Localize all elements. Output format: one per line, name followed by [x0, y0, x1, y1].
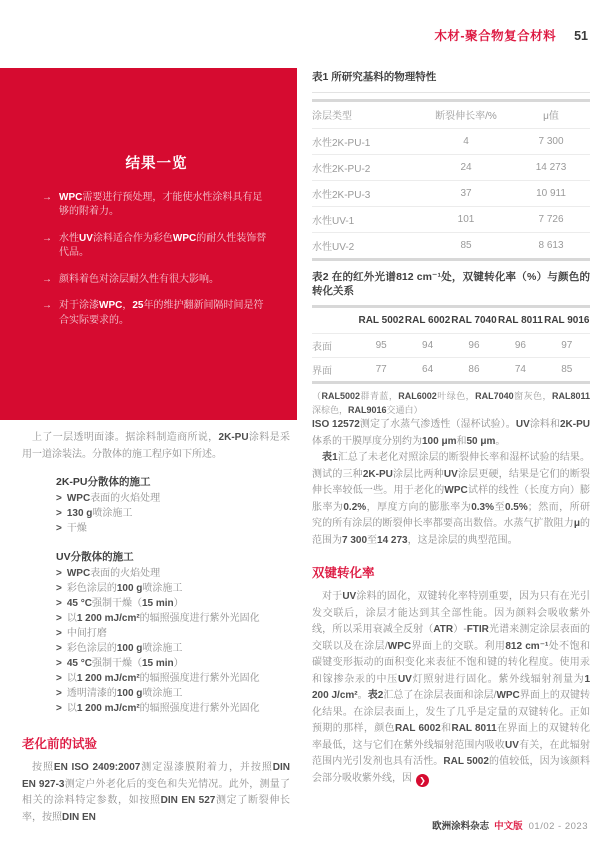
step-marker: >	[56, 493, 62, 504]
table1-row: 水性2K-PU-2 24 14 273	[312, 154, 590, 180]
table1	[312, 99, 590, 261]
step-marker: >	[56, 508, 62, 519]
col-header: RAL 5002	[358, 315, 404, 327]
issue-label: 01/02 - 2023	[528, 821, 588, 832]
procedure-step: > 45 °C强制干燥（15 min）	[56, 598, 184, 609]
procedure-step: > WPC表面的火焰处理	[56, 493, 161, 504]
page-header	[0, 26, 588, 45]
procedure-block-2kpu	[56, 475, 290, 536]
procedure-step: > 以1 200 mJ/cm²的辐照强度进行紫外光固化	[56, 703, 260, 714]
step-marker: >	[56, 628, 62, 639]
col-header: μ值	[543, 111, 559, 123]
procedure-step: > 彩色涂层的100 g喷涂施工	[56, 643, 183, 654]
procedure-step: > 45 °C强制干燥（15 min）	[56, 658, 184, 669]
step-marker: >	[56, 613, 62, 624]
table1-summary-paragraph: 表1汇总了未老化对照涂层的断裂伸长率和湿杯试验的结果。测试的三种2K-PU涂层比两种UV涂层更硬，结果是它们的断裂伸长率较低一些。用于老化的WPC试样的线性（长度方向）膨胀率为0.2%，厚度方向的膨胀率为0.3%至0.5%；然而，所研究的所有涂层的断裂伸长率都要高出数倍。水蒸气扩散阻力μ的范围为7 300至14 273，这是涂层的典型范围。	[312, 452, 591, 546]
step-marker: >	[56, 568, 62, 579]
procedure-step: > 130 g喷涂施工	[56, 508, 133, 519]
intro-paragraph: 上了一层透明面漆。据涂料制造商所说，2K-PU涂料是采用一道涂装法。分散体的施工程序如下所述。	[22, 432, 291, 460]
section-heading-aging-tests: 老化前的试验	[22, 737, 98, 751]
step-marker: >	[56, 583, 62, 594]
permeability-paragraph: ISO 12572测定了水蒸气渗透性（湿杯试验）。UV涂料和2K-PU体系的干膜厚度分别约为100 μm和50 μm。	[312, 419, 591, 447]
col-header: RAL 6002	[404, 315, 451, 327]
procedure-step: > 干燥	[56, 523, 87, 534]
bullet-arrow-icon: →	[42, 273, 52, 285]
journal-name: 欧洲涂料杂志	[432, 821, 490, 832]
bullet-arrow-icon: →	[42, 232, 52, 244]
bullet-text: 对于涂漆WPC，25年的维护翻新间隔时间是符合实际要求的。	[59, 300, 264, 326]
step-marker: >	[56, 673, 62, 684]
continue-arrow-icon: ❯	[416, 774, 429, 787]
procedure-step: > WPC表面的火焰处理	[56, 568, 161, 579]
section-heading-double-bond: 双键转化率	[312, 566, 375, 581]
step-marker: >	[56, 523, 62, 534]
article-section-title: 木材-聚合物复合材料	[434, 29, 557, 43]
double-bond-paragraph: 对于UV涂料的固化，双键转化率特别重要，因为只有在光引发交联后，涂层才能达到其全部性能。因为颜料会吸收紫外线，所以采用衰减全反射（ATR）-FTIR光谱来测定涂层表面的交联以及在涂层/WPC界面上的交联。利用812 cm⁻¹处不饱和碳键变形振动的面积变化来表征不饱和键的转化程度。使用汞和镓掺杂汞的中压UV灯照射进行固化。紫外线辐射剂量为1 200 J/cm²。表2汇总了在涂层表面和涂层/WPC界面上的双键转化结果。在涂层表面上，发生了几乎是定量的双键转化。正如预期的那样，颜色RAL 6002和RAL 8011在界面上的双键转化率最低，这与它们在紫外线辐射范围内吸收UV有关，在此辐射范围内光引发剂也具有活性。RAL 5002的值较低，因为该颜料会部分吸收紫外线，因 ❯	[312, 591, 591, 785]
bullet-text: 颜料着色对涂层耐久性有很大影响。	[59, 273, 219, 285]
table2-header-row	[312, 308, 590, 333]
procedure-step: > 以1 200 mJ/cm²的辐照强度进行紫外光固化	[56, 673, 260, 684]
step-marker: >	[56, 643, 62, 654]
procedure-heading: 2K-PU分散体的施工	[56, 476, 151, 488]
result-bullet	[42, 191, 271, 220]
col-header: RAL 8011	[497, 315, 543, 327]
result-bullet	[42, 273, 271, 288]
procedure-step: > 透明清漆的100 g喷涂施工	[56, 688, 183, 699]
table1-caption: 表1 所研究基料的物理特性	[312, 70, 590, 93]
table1-row: 水性2K-PU-3 37 10 911	[312, 180, 590, 206]
table2	[312, 305, 590, 384]
bullet-text: 水性UV涂料适合作为彩色WPC的耐久性装饰替代品。	[59, 232, 267, 259]
edition-label: 中文版	[494, 821, 523, 832]
table2-row: 表面 95 94 96 96 97	[312, 333, 590, 357]
right-column	[312, 70, 590, 787]
col-header: 断裂伸长率/%	[435, 111, 497, 123]
col-header: RAL 7040	[451, 315, 497, 327]
table2-row: 界面 77 64 86 74 85	[312, 357, 590, 381]
result-bullet	[42, 299, 271, 328]
bullet-text: WPC需要进行预处理，才能使水性涂料具有足够的附着力。	[59, 191, 263, 218]
procedure-step: > 彩色涂层的100 g喷涂施工	[56, 583, 183, 594]
col-header: RAL 9016	[544, 315, 590, 327]
page-number: 51	[574, 29, 588, 43]
step-marker: >	[56, 703, 62, 714]
table2-footnote: （RAL5002群青蓝，RAL6002叶绿色，RAL7040窗灰色，RAL8011深棕色，RAL9016交通白）	[312, 391, 590, 415]
step-marker: >	[56, 598, 62, 609]
bullet-arrow-icon: →	[42, 300, 52, 312]
aging-tests-paragraph: 按照EN ISO 2409:2007测定湿漆膜附着力，并按照DIN EN 927-3测定户外老化后的变色和失光情况。此外，测量了相关的涂料特定参数，如按照DIN EN 527测定了断裂伸长率，按照DIN EN	[22, 762, 291, 823]
results-box-heading: 结果一览	[125, 155, 188, 172]
col-header: 涂层类型	[312, 111, 352, 123]
procedure-step: > 以1 200 mJ/cm²的辐照强度进行紫外光固化	[56, 613, 260, 624]
procedure-step: > 中间打磨	[56, 628, 107, 639]
table2-caption: 表2 在的红外光谱812 cm⁻¹处，双键转化率（%）与颜色的转化关系	[312, 270, 590, 298]
table1-header-row	[312, 102, 590, 128]
table1-row: 水性UV-1 101 7 726	[312, 206, 590, 232]
step-marker: >	[56, 688, 62, 699]
step-marker: >	[56, 658, 62, 669]
left-column	[22, 430, 290, 826]
bullet-arrow-icon: →	[42, 191, 52, 203]
table1-row: 水性UV-2 85 8 613	[312, 232, 590, 258]
procedure-heading: UV分散体的施工	[56, 551, 134, 563]
procedure-block-uv	[56, 550, 290, 716]
page-footer	[0, 818, 588, 832]
table1-row: 水性2K-PU-1 4 7 300	[312, 128, 590, 154]
results-summary-box	[0, 68, 297, 420]
result-bullet	[42, 232, 271, 261]
